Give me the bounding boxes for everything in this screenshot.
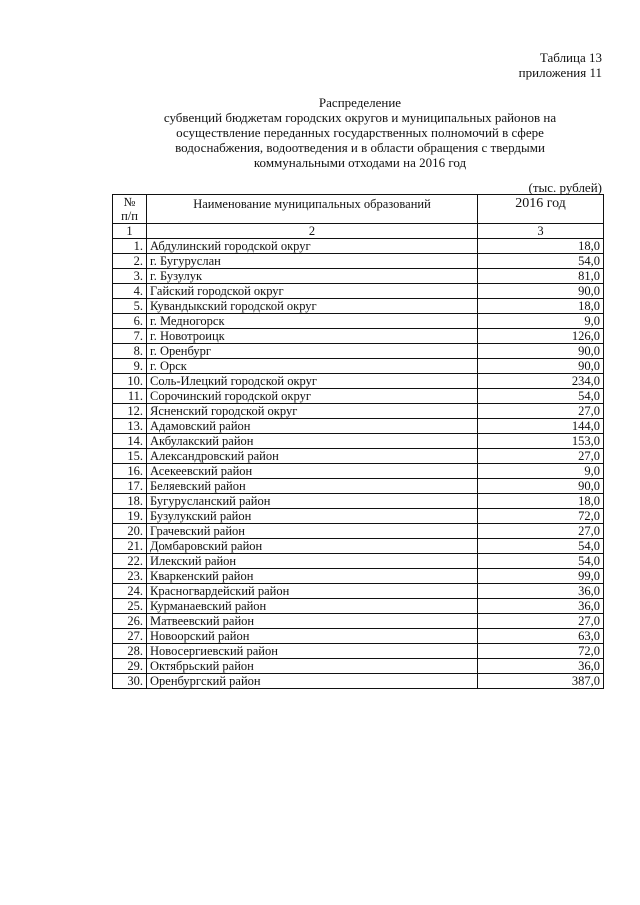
subvention-value: 63,0 — [478, 629, 604, 644]
table-row — [113, 344, 604, 359]
column-number-row — [113, 224, 604, 239]
subvention-value: 9,0 — [478, 314, 604, 329]
table-row — [113, 554, 604, 569]
subvention-value: 72,0 — [478, 644, 604, 659]
municipality-name: Ясненский городской округ — [147, 404, 478, 419]
subvention-value: 144,0 — [478, 419, 604, 434]
municipality-name: Бугурусланский район — [147, 494, 478, 509]
municipality-name: Соль-Илецкий городской округ — [147, 374, 478, 389]
municipality-name: Сорочинский городской округ — [147, 389, 478, 404]
municipality-name: Курманаевский район — [147, 599, 478, 614]
subvention-value: 153,0 — [478, 434, 604, 449]
municipality-name: Кувандыкский городской округ — [147, 299, 478, 314]
subvention-value: 18,0 — [478, 239, 604, 254]
municipality-name: Новоорский район — [147, 629, 478, 644]
column-number: 3 — [478, 224, 604, 239]
table-row — [113, 659, 604, 674]
table-row — [113, 284, 604, 299]
municipality-name: Бузулукский район — [147, 509, 478, 524]
table-row — [113, 494, 604, 509]
title-line: субвенций бюджетам городских округов и муниципальных районов на — [163, 110, 557, 125]
distribution-table — [112, 194, 604, 689]
municipality-name: г. Орск — [147, 359, 478, 374]
municipality-name: Илекский район — [147, 554, 478, 569]
subvention-value: 36,0 — [478, 584, 604, 599]
row-number: 8. — [113, 344, 147, 359]
subvention-value: 18,0 — [478, 494, 604, 509]
subvention-value: 90,0 — [478, 359, 604, 374]
row-number: 15. — [113, 449, 147, 464]
municipality-name: Матвеевский район — [147, 614, 478, 629]
municipality-name: Адамовский район — [147, 419, 478, 434]
row-number: 11. — [113, 389, 147, 404]
appendix-reference: приложения 11 — [518, 65, 602, 80]
row-number: 5. — [113, 299, 147, 314]
table-row — [113, 404, 604, 419]
table-row — [113, 389, 604, 404]
title-line: Распределение — [318, 95, 402, 110]
municipality-name: Гайский городской округ — [147, 284, 478, 299]
row-number: 27. — [113, 629, 147, 644]
subvention-value: 36,0 — [478, 599, 604, 614]
row-number: 6. — [113, 314, 147, 329]
row-number: 21. — [113, 539, 147, 554]
municipality-name: Октябрьский район — [147, 659, 478, 674]
subvention-value: 54,0 — [478, 554, 604, 569]
municipality-name: Абдулинский городской округ — [147, 239, 478, 254]
subvention-value: 18,0 — [478, 299, 604, 314]
municipality-name: Беляевский район — [147, 479, 478, 494]
row-number: 9. — [113, 359, 147, 374]
table-row — [113, 479, 604, 494]
table-row — [113, 539, 604, 554]
column-header-year: 2016 год — [478, 195, 604, 224]
subvention-value: 90,0 — [478, 344, 604, 359]
municipality-name: г. Медногорск — [147, 314, 478, 329]
municipality-name: Новосергиевский район — [147, 644, 478, 659]
row-number: 12. — [113, 404, 147, 419]
row-number: 25. — [113, 599, 147, 614]
row-number: 30. — [113, 674, 147, 689]
row-number: 7. — [113, 329, 147, 344]
row-number: 26. — [113, 614, 147, 629]
table-row — [113, 644, 604, 659]
table-row — [113, 629, 604, 644]
municipality-name: Красногвардейский район — [147, 584, 478, 599]
municipality-name: Александровский район — [147, 449, 478, 464]
row-number: 29. — [113, 659, 147, 674]
municipality-name: г. Новотроицк — [147, 329, 478, 344]
subvention-value: 27,0 — [478, 449, 604, 464]
table-body — [113, 239, 604, 689]
column-header-number-symbol: № — [123, 195, 136, 209]
row-number: 20. — [113, 524, 147, 539]
title-line: водоснабжения, водоотведения и в области обращения с твердыми — [175, 140, 545, 155]
subvention-value: 126,0 — [478, 329, 604, 344]
row-number: 14. — [113, 434, 147, 449]
subvention-value: 234,0 — [478, 374, 604, 389]
municipality-name: г. Оренбург — [147, 344, 478, 359]
subvention-value: 90,0 — [478, 284, 604, 299]
table-row — [113, 254, 604, 269]
row-number: 28. — [113, 644, 147, 659]
table-header-row — [113, 195, 604, 224]
table-row — [113, 419, 604, 434]
table-row — [113, 509, 604, 524]
table-row — [113, 674, 604, 689]
title-line: осуществление переданных государственных полномочий в сфере — [176, 125, 544, 140]
document-reference — [519, 50, 602, 80]
subvention-value: 72,0 — [478, 509, 604, 524]
table-row — [113, 464, 604, 479]
table-row — [113, 584, 604, 599]
subvention-value: 54,0 — [478, 389, 604, 404]
row-number: 18. — [113, 494, 147, 509]
municipality-name: Асекеевский район — [147, 464, 478, 479]
subvention-value: 36,0 — [478, 659, 604, 674]
row-number: 3. — [113, 269, 147, 284]
column-number: 2 — [147, 224, 478, 239]
row-number: 10. — [113, 374, 147, 389]
row-number: 23. — [113, 569, 147, 584]
municipality-name: г. Бузулук — [147, 269, 478, 284]
municipality-name: Акбулакский район — [147, 434, 478, 449]
table-row — [113, 449, 604, 464]
table-row — [113, 614, 604, 629]
row-number: 16. — [113, 464, 147, 479]
document-title — [110, 95, 610, 170]
municipality-name: Оренбургский район — [147, 674, 478, 689]
row-number: 2. — [113, 254, 147, 269]
table-row — [113, 299, 604, 314]
row-number: 19. — [113, 509, 147, 524]
subvention-value: 81,0 — [478, 269, 604, 284]
municipality-name: Домбаровский район — [147, 539, 478, 554]
subvention-value: 99,0 — [478, 569, 604, 584]
table-row — [113, 524, 604, 539]
row-number: 13. — [113, 419, 147, 434]
row-number: 24. — [113, 584, 147, 599]
table-row — [113, 314, 604, 329]
subvention-value: 90,0 — [478, 479, 604, 494]
subvention-value: 387,0 — [478, 674, 604, 689]
municipality-name: Грачевский район — [147, 524, 478, 539]
row-number: 22. — [113, 554, 147, 569]
row-number: 4. — [113, 284, 147, 299]
title-line: коммунальными отходами на 2016 год — [253, 155, 467, 170]
table-row — [113, 359, 604, 374]
column-header-number — [113, 195, 147, 224]
table-row — [113, 599, 604, 614]
table-row — [113, 569, 604, 584]
units-label: (тыс. рублей) — [528, 180, 602, 195]
municipality-name: г. Бугуруслан — [147, 254, 478, 269]
table-row — [113, 269, 604, 284]
column-header-number-abbr: п/п — [121, 209, 138, 223]
row-number: 17. — [113, 479, 147, 494]
subvention-value: 27,0 — [478, 404, 604, 419]
column-number: 1 — [113, 224, 147, 239]
table-reference: Таблица 13 — [539, 50, 602, 65]
subvention-value: 27,0 — [478, 524, 604, 539]
subvention-value: 27,0 — [478, 614, 604, 629]
row-number: 1. — [113, 239, 147, 254]
municipality-name: Кваркенский район — [147, 569, 478, 584]
column-header-name: Наименование муниципальных образований — [147, 195, 478, 224]
table-row — [113, 434, 604, 449]
subvention-value: 54,0 — [478, 539, 604, 554]
table-row — [113, 329, 604, 344]
table-row — [113, 374, 604, 389]
table-row — [113, 239, 604, 254]
subvention-value: 9,0 — [478, 464, 604, 479]
subvention-value: 54,0 — [478, 254, 604, 269]
